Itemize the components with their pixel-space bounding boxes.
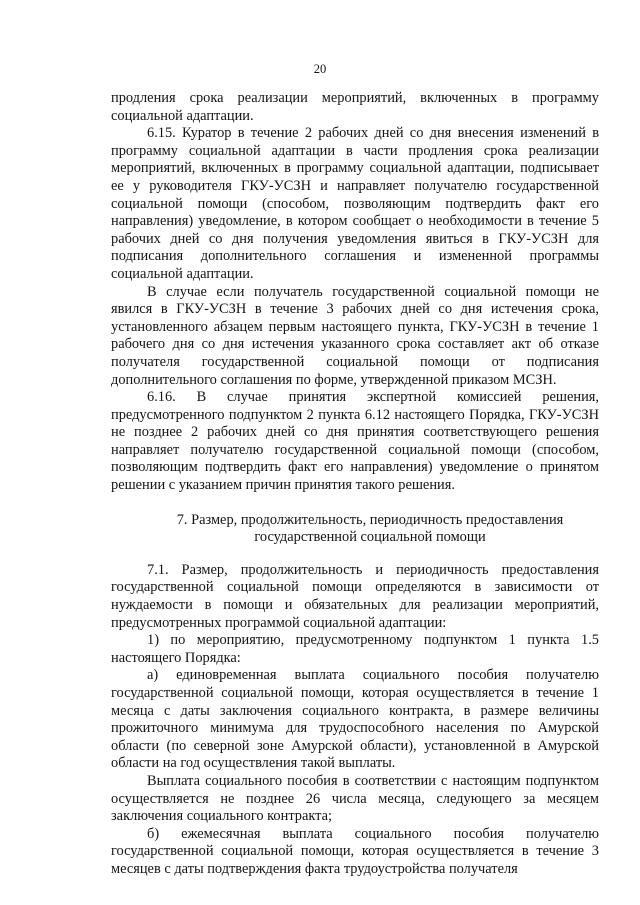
paragraph-continuation: продления срока реализации мероприятий, включенных в программу социальной адаптации. xyxy=(111,90,599,124)
document-body xyxy=(111,90,599,879)
paragraph-item-b: б) ежемесячная выплата социального пособия получателю государственной социальной помощи, которая осуществляется в течение 3 месяцев с даты подтверждения факта трудоустройства получателя xyxy=(111,825,599,877)
paragraph-refusal-act: В случае если получатель государственной социальной помощи не явился в ГКУ-УСЗН в течение 3 рабочих дней со дня истечения срока, установленного абзацем первым настоящего пункта, ГКУ-УСЗН в течение 1 рабочего дня со дня истечения указанного срока составляет акт об отказе получателя государственной социальной помощи от подписания дополнительного соглашения по форме, утвержденной приказом МСЗН. xyxy=(111,283,599,388)
paragraph-6-15: 6.15. Куратор в течение 2 рабочих дней со дня внесения изменений в программу социальной адаптации в части продления срока реализации мероприятий, включенных в программу социальной адаптации, подписывает ее у руководителя ГКУ-УСЗН и направляет получателю государственной социальной помощи (способом, позволяющим подтвердить факт его направления) уведомление, в котором сообщает о необходимости в течение 5 рабочих дней со дня получения уведомления явиться в ГКУ-УСЗН для подписания дополнительного соглашения и измененной программы социальной адаптации. xyxy=(111,125,599,282)
paragraph-payment-terms: Выплата социального пособия в соответствии с настоящим подпунктом осуществляется не позднее 26 числа месяца, следующего за месяцем заключения социального контракта; xyxy=(111,772,599,825)
section-heading: 7. Размер, продолжительность, периодичность предоставления государственной социальной помощи xyxy=(176,511,564,546)
paragraph-item-a: а) единовременная выплата социального пособия получателю государственной социальной помощи, которая осуществляется в течение 1 месяца с даты заключения социального контракта, в размере величины прожиточного минимума для трудоспособного населения по Амурской области (по северной зоне Амурской области), установленной в Амурской области на год осуществления такой выплаты. xyxy=(111,667,599,772)
paragraph-6-16: 6.16. В случае принятия экспертной комиссией решения, предусмотренного подпунктом 2 пункта 6.12 настоящего Порядка, ГКУ-УСЗН не позднее 2 рабочих дней со дня принятия соответствующего решения направляет получателю государственной социальной помощи (способом, позволяющим подтвердить факт его направления) уведомление о принятом решении с указанием причин принятия такого решения. xyxy=(111,389,599,494)
page-number: 20 xyxy=(313,62,327,76)
paragraph-item-1: 1) по мероприятию, предусмотренному подпунктом 1 пункта 1.5 настоящего Порядка: xyxy=(111,632,599,666)
paragraph-7-1: 7.1. Размер, продолжительность и периодичность предоставления государственной социальной помощи определяются в зависимости от нуждаемости в помощи и обязательных для реализации мероприятий, предусмотренных программой социальной адаптации: xyxy=(111,561,599,631)
